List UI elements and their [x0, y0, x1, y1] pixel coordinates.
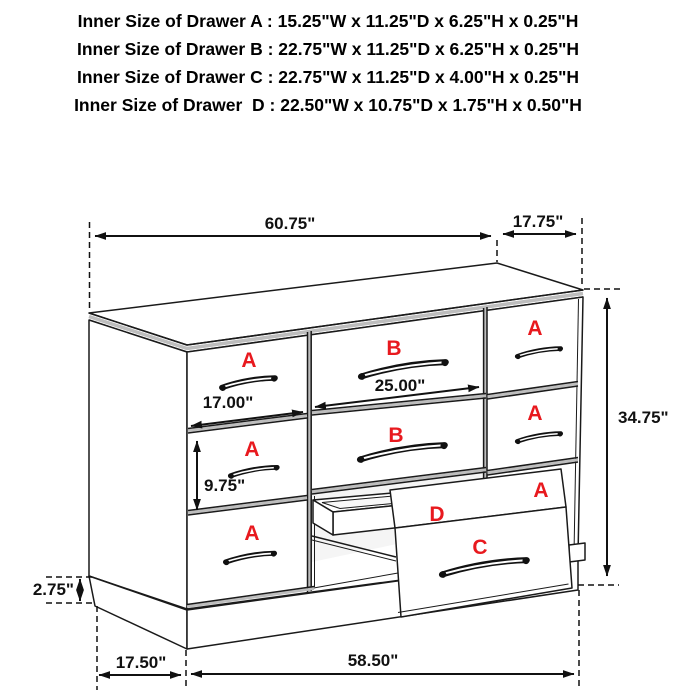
spec-line-drawer-c: Inner Size of Drawer C : 22.75"W x 11.25"D x 4.00"H x 0.25"H: [76, 67, 580, 87]
label-a-right-middle: A: [527, 402, 543, 425]
label-c-drawer: C: [472, 536, 488, 559]
dim-label-drawer-a-width: 17.00": [202, 393, 254, 412]
dim-label-top-width: 60.75": [264, 214, 316, 233]
dim-label-drawer-a-height: 9.75": [204, 476, 246, 495]
dim-label-base-depth: 17.50": [115, 653, 167, 672]
dim-label-drawer-b-width: 25.00": [374, 376, 426, 395]
left-side-panel: [89, 320, 187, 609]
spec-line-drawer-a: Inner Size of Drawer A : 15.25"W x 11.25"D x 6.25"H x 0.25"H: [77, 11, 579, 31]
label-b-middle: B: [388, 424, 404, 447]
label-d-tray: D: [429, 503, 445, 526]
label-a-right-bottom: A: [533, 479, 549, 502]
label-a-right-top: A: [527, 317, 543, 340]
dim-label-top-depth: 17.75": [512, 212, 564, 231]
spec-line-drawer-b: Inner Size of Drawer B : 22.75"W x 11.25"D x 6.25"H x 0.25"H: [76, 39, 580, 59]
dim-label-overall-height: 34.75": [618, 408, 669, 427]
spec-line-drawer-d: Inner Size of Drawer D : 22.50"W x 10.75"D x 1.75"H x 0.50"H: [74, 95, 582, 115]
label-a-left-middle: A: [244, 438, 260, 461]
dim-label-base-width: 58.50": [347, 651, 399, 670]
label-b-top: B: [386, 337, 402, 360]
label-a-left-bottom: A: [244, 522, 260, 545]
right-foot-bracket: [569, 543, 585, 562]
label-a-left-top: A: [241, 349, 257, 372]
dim-label-base-height: 2.75": [32, 580, 74, 599]
